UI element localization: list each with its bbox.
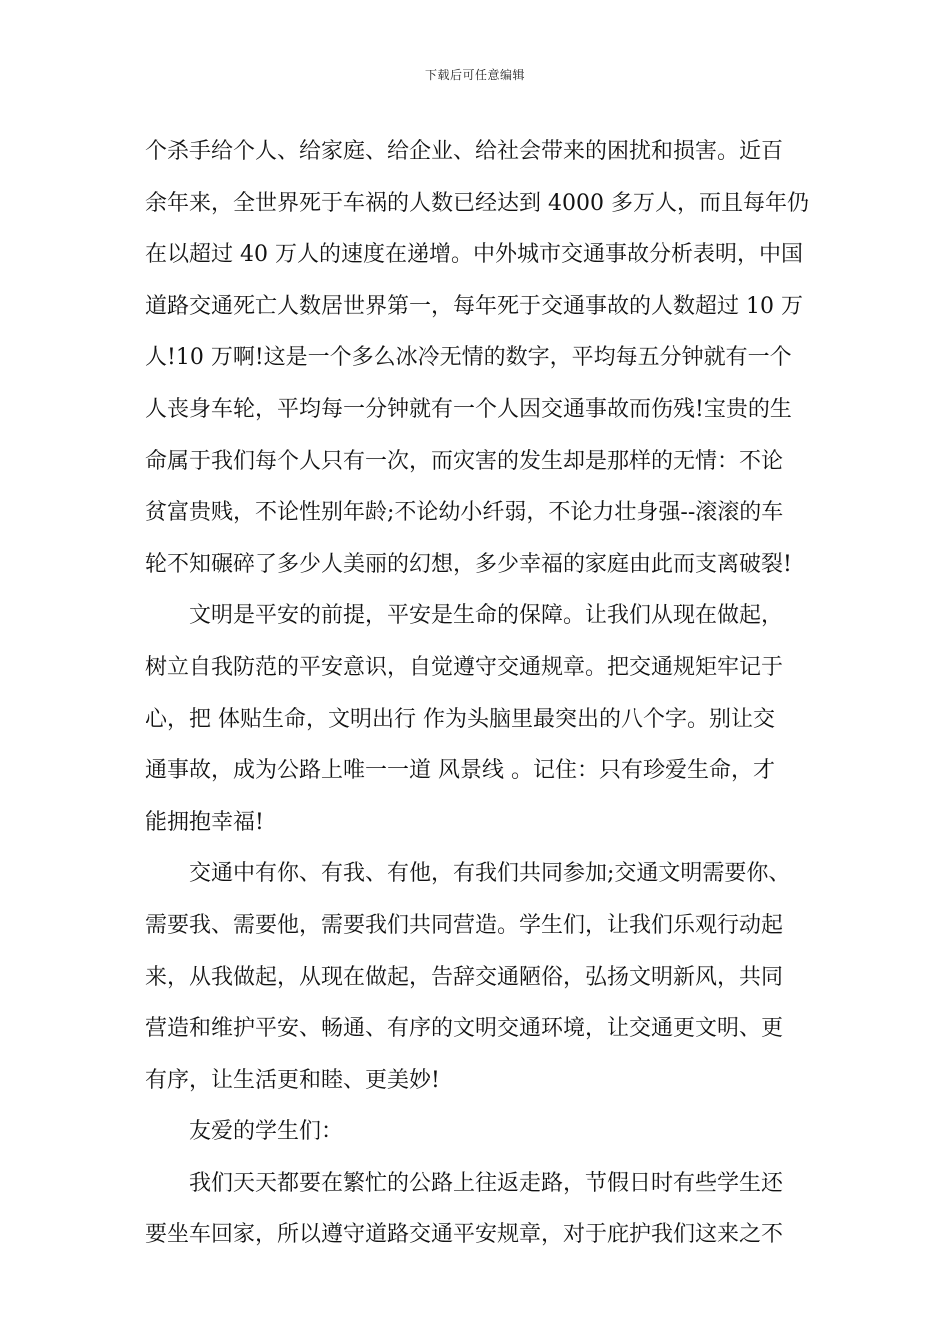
- text-line: 有序，让生活更和睦、更美妙!: [145, 1067, 440, 1093]
- salutation-line: 友爱的学生们：: [189, 1119, 344, 1145]
- text-line: 贫富贵贱，不论性别年龄;不论幼小纤弱，不论力壮身强--滚滚的车: [145, 500, 784, 526]
- text-line: 个杀手给个人、给家庭、给企业、给社会带来的困扰和损害。近百: [145, 139, 784, 164]
- text-line: 心，把 体贴生命，文明出行 作为头脑里最突出的八个字。别让交: [145, 706, 775, 732]
- text-line: 在以超过 40 万人的速度在递增。中外城市交通事故分析表明，中国: [145, 242, 803, 268]
- text-line: 要坐车回家，所以遵守道路交通平安规章，对于庇护我们这来之不: [145, 1222, 784, 1248]
- document-body: [145, 126, 809, 1261]
- text-line: 人!10 万啊!这是一个多么冰冷无情的数字，平均每五分钟就有一个: [145, 345, 792, 371]
- paragraph-start-line: 交通中有你、有我、有他，有我们共同参加;交通文明需要你、: [189, 861, 791, 887]
- text-line: 道路交通死亡人数居世界第一，每年死于交通事故的人数超过 10 万: [145, 293, 803, 319]
- text-line: 轮不知碾碎了多少人美丽的幻想，多少幸福的家庭由此而支离破裂!: [145, 551, 792, 577]
- text-line: 树立自我防范的平安意识，自觉遵守交通规章。把交通规矩牢记于: [145, 654, 784, 680]
- text-line: 来，从我做起，从现在做起，告辞交通陋俗，弘扬文明新风，共同: [145, 964, 784, 990]
- text-line: 营造和维护平安、畅通、有序的文明交通环境，让交通更文明、更: [145, 1016, 784, 1042]
- paragraph-start-line: 我们天天都要在繁忙的公路上往返走路，节假日时有些学生还: [189, 1170, 784, 1196]
- text-line: 需要我、需要他，需要我们共同营造。学生们，让我们乐观行动起: [145, 912, 784, 938]
- text-line: 人丧身车轮，平均每一分钟就有一个人因交通事故而伤残!宝贵的生: [145, 396, 792, 422]
- text-line: 通事故，成为公路上唯一一道 风景线 。记住：只有珍爱生命，才: [145, 758, 775, 784]
- text-line: 能拥抱幸福!: [145, 809, 264, 835]
- text-line: 命属于我们每个人只有一次，而灾害的发生却是那样的无情：不论: [145, 448, 784, 474]
- paragraph-start-line: 文明是平安的前提，平安是生命的保障。让我们从现在做起，: [189, 603, 784, 629]
- page-header: 下载后可任意编辑: [424, 68, 525, 82]
- text-line: 余年来，全世界死于车祸的人数已经达到 4000 多万人，而且每年仍: [145, 190, 809, 216]
